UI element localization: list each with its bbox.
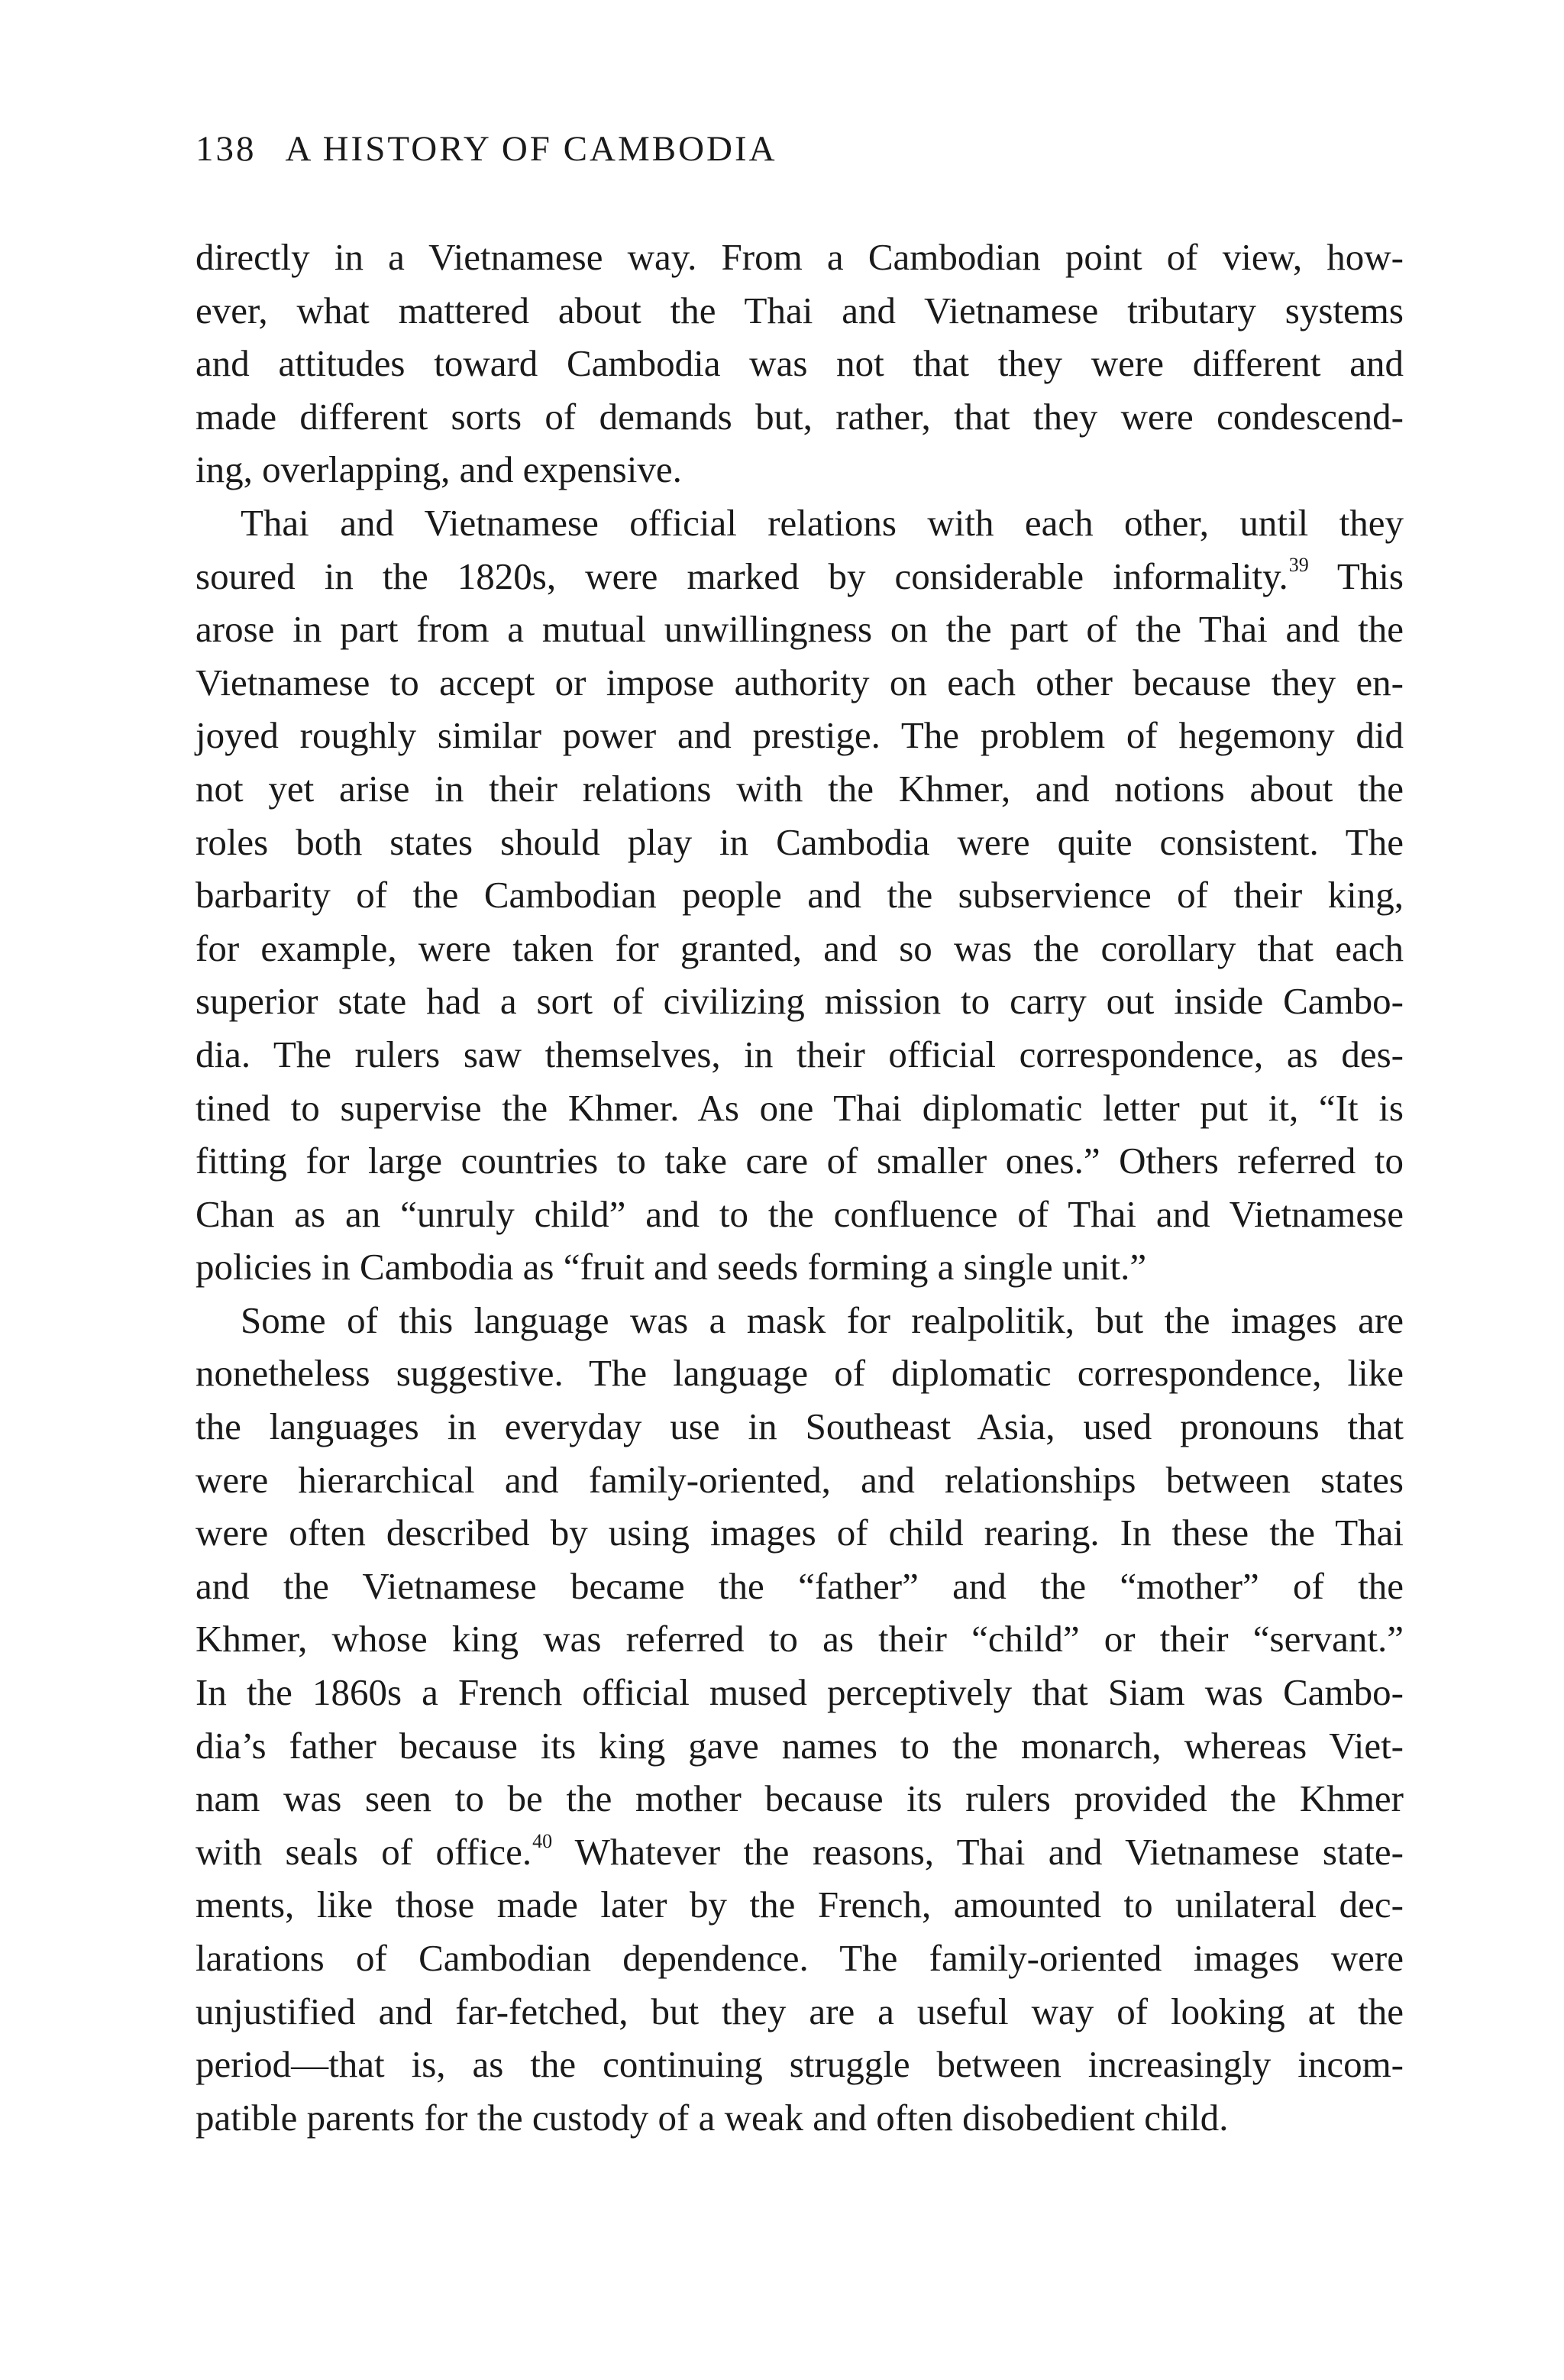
page-number: 138 — [196, 129, 257, 169]
text-line: unjustified and far-fetched, but they are a useful way of looking at the — [196, 1990, 1404, 2032]
text-line: tined to supervise the Khmer. As one Thai diplomatic letter put it, “It is — [196, 1086, 1404, 1129]
text-segment: Whatever the reasons, Thai and Vietnamese state- — [552, 1830, 1404, 1873]
text-line-with-note — [196, 1825, 1404, 1879]
footnote-marker: 40 — [532, 1829, 553, 1852]
running-head-title: A HISTORY OF CAMBODIA — [285, 129, 777, 169]
text-line: policies in Cambodia as “fruit and seeds forming a single unit.” — [196, 1246, 1147, 1289]
text-line: nonetheless suggestive. The language of diplomatic correspondence, like — [196, 1352, 1404, 1395]
text-line: barbarity of the Cambodian people and the subservience of their king, — [196, 874, 1404, 917]
text-line: patible parents for the custody of a weak and often disobedient child. — [196, 2096, 1229, 2139]
text-line: ments, like those made later by the French, amounted to unilateral dec- — [196, 1884, 1404, 1926]
text-segment: This — [1308, 555, 1404, 597]
text-segment: with seals of office. — [196, 1830, 532, 1873]
text-line: were hierarchical and family-oriented, and relationships between states — [196, 1458, 1404, 1501]
text-line: Thai and Vietnamese official relations with each other, until they — [241, 501, 1404, 544]
text-line: made different sorts of demands but, rather, that they were condescend- — [196, 395, 1404, 438]
text-line: the languages in everyday use in Southeast Asia, used pronouns that — [196, 1405, 1404, 1448]
text-line: period—that is, as the continuing struggle between increasingly incom- — [196, 2043, 1404, 2086]
text-line: Vietnamese to accept or impose authority on each other because they en- — [196, 661, 1404, 703]
text-line: and attitudes toward Cambodia was not that they were different and — [196, 342, 1404, 385]
text-line: Khmer, whose king was referred to as their “child” or their “servant.” — [196, 1618, 1404, 1661]
text-line: were often described by using images of child rearing. In these the Thai — [196, 1512, 1404, 1554]
text-line: In the 1860s a French official mused perceptively that Siam was Cambo- — [196, 1671, 1404, 1714]
body-text — [196, 231, 1404, 2144]
text-line: dia’s father because its king gave names to the monarch, whereas Viet- — [196, 1724, 1404, 1767]
text-line: ever, what mattered about the Thai and Vietnamese tributary systems — [196, 289, 1404, 331]
text-line-with-note — [196, 550, 1404, 603]
text-line: dia. The rulers saw themselves, in their official correspondence, as des- — [196, 1033, 1404, 1075]
running-head — [196, 128, 777, 170]
text-line: nam was seen to be the mother because its rulers provided the Khmer — [196, 1777, 1404, 1820]
text-line: fitting for large countries to take care of smaller ones.” Others referred to — [196, 1140, 1404, 1182]
text-line: superior state had a sort of civilizing mission to carry out inside Cambo- — [196, 980, 1404, 1023]
text-segment: soured in the 1820s, were marked by considerable informality. — [196, 555, 1288, 597]
text-line: for example, were taken for granted, and so was the corollary that each — [196, 926, 1404, 969]
text-line: arose in part from a mutual unwillingness on the part of the Thai and the — [196, 608, 1404, 651]
text-line: Some of this language was a mask for realpolitik, but the images are — [241, 1298, 1404, 1341]
text-line: joyed roughly similar power and prestige. The problem of hegemony did — [196, 714, 1404, 757]
text-line: larations of Cambodian dependence. The family-oriented images were — [196, 1937, 1404, 1979]
text-line: roles both states should play in Cambodia were quite consistent. The — [196, 820, 1404, 863]
text-line: Chan as an “unruly child” and to the confluence of Thai and Vietnamese — [196, 1192, 1404, 1235]
text-line: not yet arise in their relations with the Khmer, and notions about the — [196, 767, 1404, 810]
text-line: and the Vietnamese became the “father” and the “mother” of the — [196, 1564, 1404, 1607]
text-line: directly in a Vietnamese way. From a Cambodian point of view, how- — [196, 236, 1404, 278]
footnote-marker: 39 — [1288, 554, 1309, 577]
text-line: ing, overlapping, and expensive. — [196, 448, 682, 491]
